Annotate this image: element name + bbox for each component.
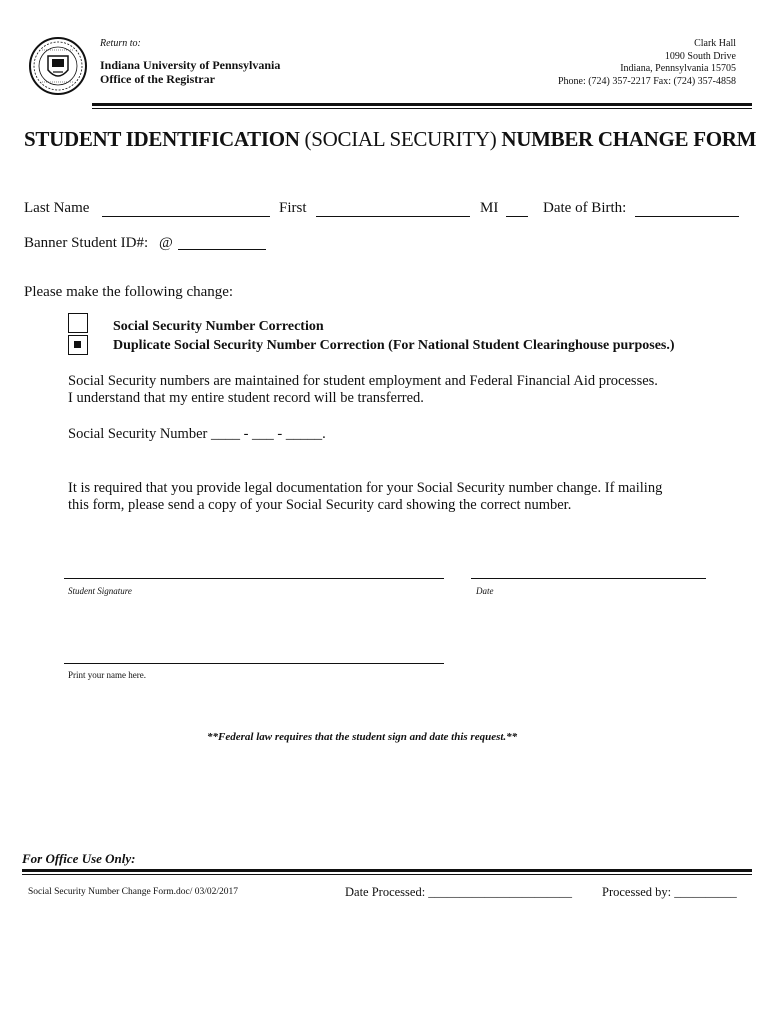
info-paragraph-1 xyxy=(68,373,658,407)
info-line: Social Security numbers are maintained for student employment and Federal Financial Aid processes. xyxy=(68,373,658,389)
last-name-field[interactable] xyxy=(102,216,270,217)
ssn-entry-field[interactable]: Social Security Number ____ - ___ - _____. xyxy=(68,426,326,442)
info-paragraph-2 xyxy=(68,480,662,514)
footer-divider-thick xyxy=(22,869,752,872)
date-processed-field[interactable]: Date Processed: _______________________ xyxy=(345,885,573,899)
processed-by-field[interactable]: Processed by: __________ xyxy=(602,885,737,899)
change-prompt: Please make the following change: xyxy=(24,284,234,300)
address-phone-fax: Phone: (724) 357-2217 Fax: (724) 357-4858 xyxy=(557,75,736,87)
info-line: I understand that my entire student record will be transferred. xyxy=(68,390,424,406)
dob-field[interactable] xyxy=(635,216,739,217)
university-name: Indiana University of Pennsylvania xyxy=(100,58,281,72)
address-line: 1090 South Drive xyxy=(664,50,736,62)
form-title xyxy=(24,127,756,152)
first-name-field[interactable] xyxy=(316,216,470,217)
title-part-1: STUDENT IDENTIFICATION xyxy=(24,127,300,151)
last-name-label: Last Name xyxy=(24,200,90,216)
info-line: this form, please send a copy of your Social Security card showing the correct number. xyxy=(68,497,572,513)
print-name-line[interactable] xyxy=(64,663,444,664)
header-divider-thick xyxy=(92,103,752,106)
duplicate-ssn-checkbox[interactable] xyxy=(68,335,88,355)
banner-id-prefix: @ xyxy=(159,235,173,251)
office-use-label: For Office Use Only: xyxy=(22,851,136,866)
mi-field[interactable] xyxy=(506,216,528,217)
university-address-block xyxy=(100,58,280,86)
duplicate-ssn-label: Duplicate Social Security Number Correction (For National Student Clearinghouse purposes.) xyxy=(113,338,675,353)
university-seal-logo xyxy=(28,36,88,96)
student-signature-line[interactable] xyxy=(64,578,444,579)
return-to-label: Return to: xyxy=(100,38,141,49)
registrar-address xyxy=(558,38,736,88)
footer-divider-thin xyxy=(22,874,752,875)
dob-label: Date of Birth: xyxy=(543,200,627,216)
federal-law-notice: **Federal law requires that the student sign and date this request.** xyxy=(207,731,518,743)
ssn-correction-label: Social Security Number Correction xyxy=(113,319,324,334)
date-caption: Date xyxy=(476,586,494,596)
print-name-caption: Print your name here. xyxy=(68,670,146,680)
student-signature-caption: Student Signature xyxy=(68,586,132,596)
banner-id-field[interactable] xyxy=(178,249,266,250)
ssn-correction-checkbox[interactable] xyxy=(68,313,88,333)
mi-label: MI xyxy=(480,200,499,216)
address-line: Indiana, Pennsylvania 15705 xyxy=(620,63,736,74)
date-line[interactable] xyxy=(471,578,706,579)
title-part-2: (SOCIAL SECURITY) xyxy=(299,127,502,151)
header-divider-thin xyxy=(92,108,752,109)
info-line: It is required that you provide legal documentation for your Social Security number change. If mailing xyxy=(68,480,663,496)
address-line: Clark Hall xyxy=(694,38,736,49)
form-reference: Social Security Number Change Form.doc/ 03/02/2017 xyxy=(28,887,239,897)
office-name: Office of the Registrar xyxy=(100,72,215,86)
first-name-label: First xyxy=(279,200,307,216)
title-part-3: NUMBER CHANGE FORM xyxy=(501,127,757,151)
banner-id-label: Banner Student ID#: xyxy=(24,235,149,251)
